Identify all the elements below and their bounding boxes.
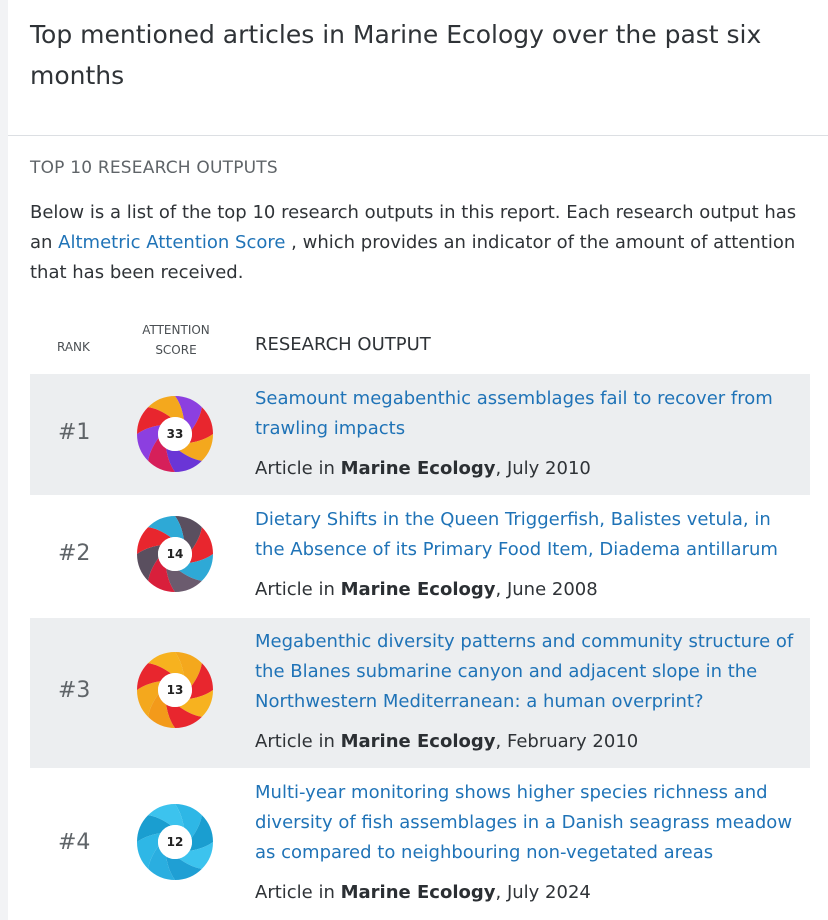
- page-title: Top mentioned articles in Marine Ecology over the past six months: [30, 20, 762, 90]
- article-title-link[interactable]: Megabenthic diversity patterns and community structure of the Blanes submarine canyon and adjacent slope in the Northwestern Mediterranean: a human overprint?: [255, 631, 794, 712]
- attention-score-donut[interactable]: [136, 395, 214, 473]
- attention-score-value: 12: [166, 835, 184, 849]
- article-title-link[interactable]: Multi-year monitoring shows higher species richness and diversity of fish assemblages in a Danish seagrass meadow as compared to neighbouring non-vegetated areas: [255, 782, 793, 863]
- article-meta: [255, 575, 795, 605]
- output-column-header: RESEARCH OUTPUT: [255, 334, 431, 355]
- rank-label: #3: [58, 678, 91, 703]
- research-output: [255, 627, 795, 757]
- attention-score-value: 14: [166, 547, 184, 561]
- rank-label: #2: [58, 541, 91, 566]
- table-header: [30, 320, 810, 370]
- altmetric-score-link[interactable]: Altmetric Attention Score: [58, 232, 286, 253]
- article-type: Article in: [255, 731, 341, 752]
- attention-score-donut[interactable]: [136, 651, 214, 729]
- article-title-link[interactable]: Seamount megabenthic assemblages fail to recover from trawling impacts: [255, 388, 773, 439]
- attention-score-donut[interactable]: [136, 803, 214, 881]
- results-list: [30, 374, 810, 918]
- table-row: [30, 768, 810, 918]
- journal-name: Marine Ecology: [340, 579, 496, 600]
- article-meta: [255, 878, 795, 908]
- article-type: Article in: [255, 882, 341, 903]
- article-date: , June 2008: [495, 579, 598, 600]
- journal-name: Marine Ecology: [340, 731, 496, 752]
- journal-name: Marine Ecology: [340, 882, 496, 903]
- article-date: , February 2010: [495, 731, 639, 752]
- article-date: , July 2024: [495, 882, 591, 903]
- attention-score-donut[interactable]: [136, 515, 214, 593]
- rank-label: #4: [58, 830, 91, 855]
- article-type: Article in: [255, 579, 341, 600]
- intro-paragraph: [30, 198, 800, 288]
- article-meta: [255, 454, 795, 484]
- research-output: [255, 778, 795, 908]
- intro-text-after: , which provides an indicator of the amount of attention that has been received.: [30, 232, 796, 283]
- article-type: Article in: [255, 458, 341, 479]
- attention-score-value: 13: [166, 683, 184, 697]
- score-column-header: [136, 320, 216, 360]
- table-row: [30, 618, 810, 768]
- score-header-line2: SCORE: [155, 343, 197, 357]
- section-title: TOP 10 RESEARCH OUTPUTS: [30, 158, 278, 178]
- journal-name: Marine Ecology: [340, 458, 496, 479]
- research-output: [255, 505, 795, 605]
- rank-column-header: RANK: [57, 340, 90, 354]
- report-content: [8, 158, 828, 918]
- report-panel: [8, 0, 828, 920]
- research-output: [255, 384, 795, 484]
- article-title-link[interactable]: Dietary Shifts in the Queen Triggerfish, Balistes vetula, in the Absence of its Primary Food Item, Diadema antillarum: [255, 509, 778, 560]
- article-date: , July 2010: [495, 458, 591, 479]
- intro-text-before: Below is a list of the top 10 research outputs in this report. Each research output has an: [30, 202, 797, 253]
- score-header-line1: ATTENTION: [142, 323, 210, 337]
- attention-score-value: 33: [166, 427, 184, 441]
- rank-label: #1: [58, 420, 91, 445]
- table-row: [30, 495, 810, 618]
- report-header: [8, 0, 828, 136]
- article-meta: [255, 727, 795, 757]
- table-row: [30, 374, 810, 495]
